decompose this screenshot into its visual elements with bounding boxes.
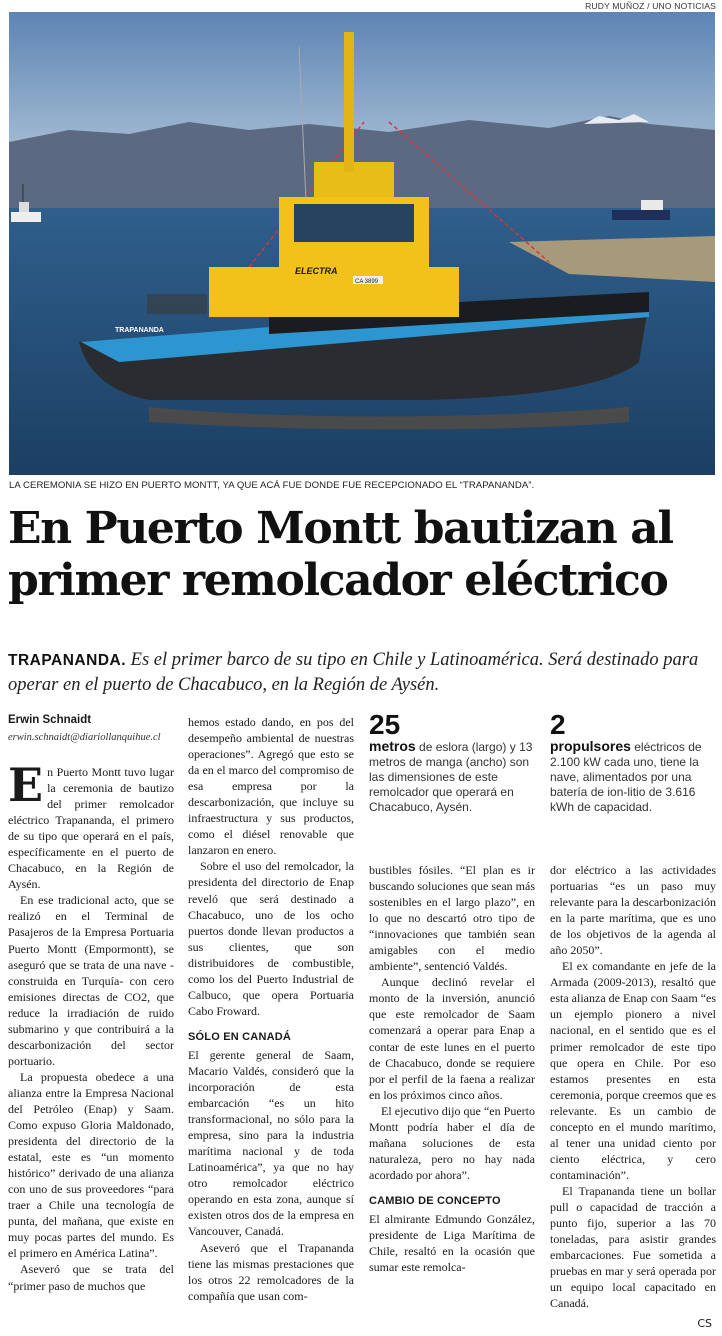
headline-line-1: En Puerto Montt bautizan al	[8, 503, 673, 554]
stat-number: 2	[550, 709, 566, 740]
paragraph: bustibles fósiles. “El plan es ir buscando soluciones que sean más sostenibles en el largo plazo”, en lo que no descartó otro tipo de “innovaciones que también sean amigables con el medio ambiente”, sentenció Valdés.	[369, 863, 535, 974]
lead-text: Es el primer barco de su tipo en Chile y Latinoamérica. Será destinado para operar en el puerto de Chacabuco, en la Región de Aysén.	[8, 650, 699, 695]
paragraph: Aseveró que el Trapananda tiene las mismas prestaciones que los otros 22 remolcadores de la compañía que usan com-	[188, 1240, 354, 1303]
hull-name-text: TRAPANANDA	[115, 327, 164, 334]
tugboat-photo	[9, 12, 715, 475]
paragraph: En ese tradicional acto, que se realizó en el Terminal de Pasajeros de la Empresa Portuaria Puerto Montt (Empormontt), se aseguró que se trata de una nave -construida en Turquía- con cero emisiones directas de CO2, que reduce la irradiación de ruido submarino y que contribuirá a la descarbonización del sector portuario.	[8, 893, 174, 1068]
column-4	[550, 862, 716, 1311]
stat-number: 25	[369, 709, 401, 740]
headline	[8, 503, 718, 607]
photo-caption: LA CEREMONIA SE HIZO EN PUERTO MONTT, YA QUE ACÁ FUE DONDE FUE RECEPCIONADO EL “TRAPANANDA”.	[9, 480, 535, 491]
subheading: CAMBIO DE CONCEPTO	[369, 1194, 501, 1207]
paragraph: El ejecutivo dijo que “en Puerto Montt podría haber el día de mañana soluciones de esta naturaleza, pero no hay nada acordado por ahora”.	[369, 1103, 535, 1182]
subheading: SÓLO EN CANADÁ	[188, 1030, 292, 1043]
stat-box-length	[369, 711, 535, 815]
photo-credit: RUDY MUÑOZ / UNO NOTICIAS	[585, 1, 716, 11]
mast	[344, 32, 354, 172]
paragraph: La propuesta obedece a una alianza entre la Empresa Nacional del Petróleo (Enap) y Saam. Como expuso Gloria Maldonado, presidenta del directorio de la estatal, este es “un momento histórico” derivado de una alianza con uno de sus proveedores “para traer a Chile una tecnología de punta, del mañana, que existe en muy pocas partes del mundo. Es el primero en América Latina”.	[8, 1069, 174, 1261]
stat-text: eléctricos de 2.100 kW cada uno, tiene la nave, alimentados por una batería de ion-litio de 3.616 kWh de capacidad.	[550, 740, 702, 814]
headline-line-2: primer remolcador eléctrico	[8, 555, 668, 606]
paragraph: Aseveró que se trata del “primer paso de muchos que	[8, 1262, 174, 1293]
lead-paragraph	[8, 648, 716, 697]
stat-text: de eslora (largo) y 13 metros de manga (ancho) son las dimensiones de este remolcador que operará en Chacabuco, Aysén.	[369, 740, 533, 814]
paragraph: El Trapananda tiene un bollar pull o capacidad de tracción a punto fijo, superior a las 70 toneladas, para asistir grandes embarcaciones. Fue sometida a pruebas en mar y será operada por un equipo local capacitado en Canadá.	[550, 1183, 716, 1311]
paragraph: El gerente general de Saam, Macario Valdés, consideró que la incorporación de esta embarcación “es un hito transformacional, no sólo para la empresa, sino para la industria marítima nacional y de toda Latinoamérica”, ya que no hay otro remolcador eléctrico operando en esta zona, aunque sí existen otros dos de la empresa en Vancouver, Canadá.	[188, 1047, 354, 1239]
paragraph: hemos estado dando, en pos del desempeño ambiental de nuestras operaciones”. Agregó que esto se da en el marco del compromiso de esa empresa por la descarbonización, que incluye su infraestructura y sus productos, como el diésel renovable que lanzaron en enero.	[188, 715, 354, 858]
drop-cap: E	[8, 758, 44, 812]
column-2	[188, 714, 354, 1304]
bridge-windows	[294, 204, 414, 242]
author-email[interactable]: erwin.schnaidt@diariollanquihue.cl	[8, 732, 161, 743]
paragraph: Sobre el uso del remolcador, la presidenta del directorio de Enap reveló que será destinado a Chacabuco, uno de los ocho puertos donde llevan productos a sus clientes, que son distribuidores de combustible, como los del Puerto Industrial de Calbuco, que opera Portuaria Cabo Froward.	[188, 859, 354, 1018]
crew-group	[147, 294, 207, 314]
column-3	[369, 862, 535, 1275]
paragraph: El almirante Edmundo González, presidente de Liga Marítima de Chile, resaltó en la ocasión que sumar este remolca-	[369, 1211, 535, 1275]
brand-text: ELECTRA	[295, 266, 338, 276]
paragraph: El ex comandante en jefe de la Armada (2009-2013), resaltó que esta alianza de Enap con Saam “es un ejemplo pionero a nivel nacional, en el sentido que es el primer remolcador de este tipo que opera en Chile. Por eso estamos presentes en esta ceremonia, porque creemos que es relevante. Es un cambio de concepto en el mundo marítimo, al tener una unidad ciento por ciento eléctrica, y cero contaminación”.	[550, 959, 716, 1182]
stat-unit: propulsores	[550, 738, 631, 754]
column-1	[8, 758, 174, 1294]
lead-kicker: TRAPANANDA.	[8, 652, 127, 669]
paragraph: dor eléctrico a las actividades portuarias “es un paso muy relevante para la descarbonización en la parte marítima, que es uno de los objetivos de la agenda al año 2050”.	[550, 863, 716, 958]
author-name: Erwin Schnaidt	[8, 714, 92, 726]
paragraph: n Puerto Montt tuvo lugar la ceremonia de bautizo del primer remolcador eléctrico Trapananda, el primero de su tipo que operará en el país, específicamente en el puerto de Chacabuco, en la Región de Aysén.	[8, 765, 174, 892]
tugboat-illustration	[9, 12, 715, 475]
stat-unit: metros	[369, 738, 416, 754]
end-mark: CS	[697, 1317, 712, 1330]
hull-code-text: CA 3899	[355, 279, 379, 285]
paragraph: Aunque declinó revelar el monto de la inversión, anunció que este remolcador de Saam comenzará a operar para Enap a contar de este lunes en el puerto de Chacabuco, donde se requiere por el perfil de la faena a realizar en los próximos cinco años.	[369, 975, 535, 1102]
stat-box-propellers	[550, 711, 716, 815]
